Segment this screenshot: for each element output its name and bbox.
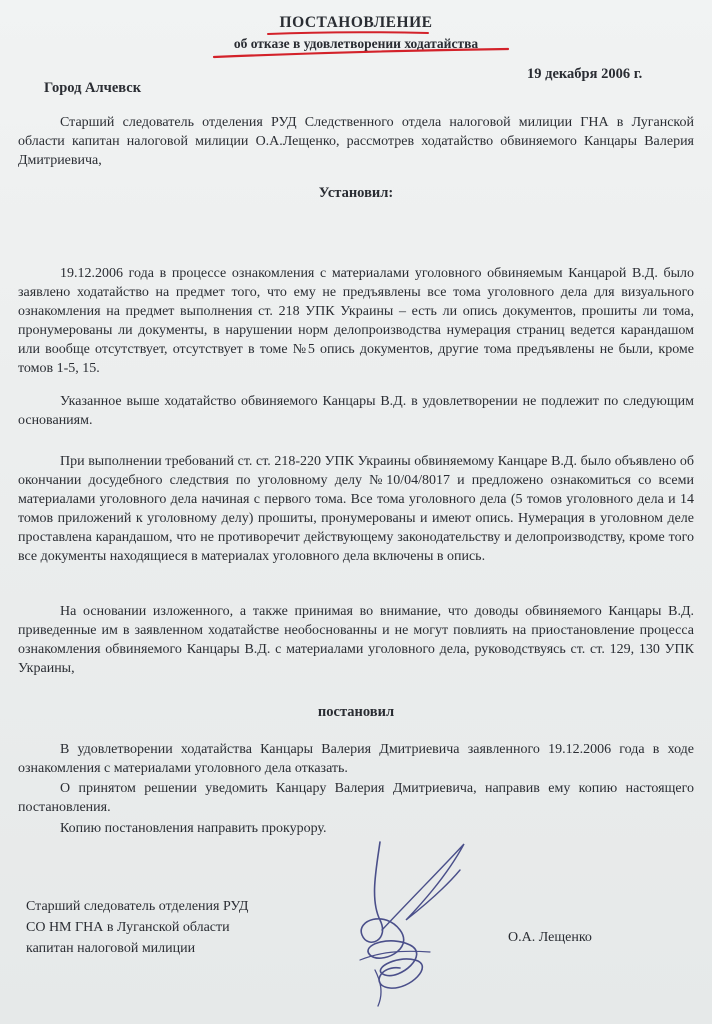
document-city: Город Алчевск — [44, 80, 142, 96]
paragraph-1: 19.12.2006 года в процессе ознакомления с материалами уголовного обвиняемым Канцарой В.Д. было заявлено ходатайство на предмет того, что ему не предъявлены все тома уголовного дела для визуального ознакомления на предмет выполнения ст. 218 УПК Украины – есть ли опись документов, прошиты ли тома, пронумерованы ли документы, в нарушении норм делопроизводства нумерация страниц ведется карандашом или вообще отсутствует, отсутствует в томе №5 опись документов, другие тома предъявлены не были, кроме томов 1-5, 15. — [18, 266, 694, 376]
handwritten-signature — [340, 840, 480, 1010]
paragraph-2: Указанное выше ходатайство обвиняемого Канцары В.Д. в удовлетворении не подлежит по следующим основаниям. — [18, 394, 694, 428]
signer-line-2: СО НМ ГНА в Луганской области — [26, 920, 230, 935]
resolution-2: О принятом решении уведомить Канцару Валерия Дмитриевича, направив ему копию настоящего постановления. — [18, 781, 694, 815]
document-subtitle: об отказе в удовлетворении ходатайства — [233, 36, 479, 51]
intro-paragraph: Старший следователь отделения РУД Следственного отдела налоговой милиции ГНА в Луганской области капитан налоговой милиции О.А.Лещенко, рассмотрев ходатайство обвиняемого Канцары Валерия Дмитриевича, — [18, 115, 694, 168]
red-underline-marks — [0, 0, 712, 70]
signer-line-1: Старший следователь отделения РУД — [26, 899, 249, 914]
paragraph-4: На основании изложенного, а также принимая во внимание, что доводы обвиняемого Канцары В.Д. приведенные им в заявленном ходатайстве необоснованны и не могут повлиять на приостановление процесса ознакомления обвиняемого Канцары В.Д. с материалами уголовного дела, руководствуясь ст. ст. 129, 130 УПК Украины, — [18, 604, 694, 676]
resolution-3: Копию постановления направить прокурору. — [60, 821, 327, 836]
heading-resolved: постановил — [317, 704, 395, 720]
resolution-1: В удовлетворении ходатайства Канцары Валерия Дмитриевича заявленного 19.12.2006 года в ходе ознакомления с материалами уголовного дела отказать. — [18, 742, 694, 776]
signer-line-3: капитан налоговой милиции — [26, 941, 196, 956]
paragraph-3: При выполнении требований ст. ст. 218-220 УПК Украины обвиняемому Канцаре В.Д. было объявлено об окончании досудебного следствия по уголовному делу №10/04/8017 и предложено ознакомиться со всеми материалами уголовного дела начиная с первого тома. Все тома уголовного дела (5 томов уголовного дела и 14 томов приложений к уголовному делу) прошиты, пронумерованы и имеют опись. Нумерация в уголовном деле проставлена карандашом, что не противоречит действующему законодательству и делопроизводству, кроме того все документы находящиеся в материалах уголовного дела включены в опись. — [18, 454, 694, 564]
document-date: 19 декабря 2006 г. — [527, 66, 643, 82]
document-title: ПОСТАНОВЛЕНИЕ — [279, 14, 433, 31]
signer-name: О.А. Лещенко — [508, 930, 592, 945]
signer-block — [26, 896, 248, 959]
heading-established: Установил: — [318, 185, 394, 201]
